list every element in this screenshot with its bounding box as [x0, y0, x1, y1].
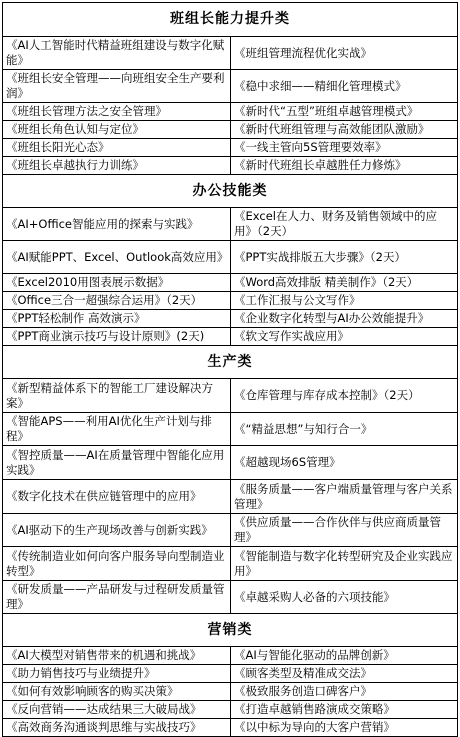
section-title-office-skills: 办公技能类 [3, 175, 458, 208]
course-cell: 《AI人工智能时代精益班组建设与数字化赋能》 [3, 37, 231, 70]
course-row [3, 157, 458, 175]
course-row [3, 379, 458, 413]
section-title-team-leader: 班组长能力提升类 [3, 3, 458, 37]
course-cell: 《AI与智能化驱动的品牌创新》 [231, 647, 458, 665]
course-row [3, 208, 458, 241]
course-cell: 《研发质量——产品研发与过程研发质量管理》 [3, 581, 231, 614]
course-cell: 《智控质量——AI在质量管理中智能化应用实践》 [3, 446, 231, 480]
course-row [3, 413, 458, 446]
course-cell: 《仓库管理与库存成本控制》（2天） [231, 379, 458, 413]
course-cell: 《数字化技术在供应链管理中的应用》 [3, 480, 231, 514]
section-title-production: 生产类 [3, 346, 458, 379]
course-cell: 《稳中求细——精细化管理模式》 [231, 70, 458, 103]
course-row [3, 480, 458, 514]
course-row [3, 292, 458, 310]
course-cell: 《Office三合一超强综合运用》（2天） [3, 292, 231, 310]
course-cell: 《企业数字化转型与AI办公效能提升》 [231, 310, 458, 328]
course-cell: 《AI+Office智能应用的探索与实践》 [3, 208, 231, 241]
course-row [3, 647, 458, 665]
course-cell: 《AI驱动下的生产现场改善与创新实践》 [3, 514, 231, 547]
course-cell: 《传统制造业如何向客户服务导向型制造业转型》 [3, 547, 231, 581]
section-header-row [3, 3, 458, 37]
course-row [3, 139, 458, 157]
course-row [3, 683, 458, 701]
section-title-marketing: 营销类 [3, 614, 458, 647]
course-cell: 《班组长阳光心态》 [3, 139, 231, 157]
course-cell: 《班组长卓越执行力训练》 [3, 157, 231, 175]
course-cell: 《PPT轻松制作 高效演示》 [3, 310, 231, 328]
course-row [3, 103, 458, 121]
course-row [3, 121, 458, 139]
course-row [3, 665, 458, 683]
course-cell: 《Excel2010用图表展示数据》 [3, 274, 231, 292]
course-cell: 《智能制造与数字化转型研究及企业实践应用》 [231, 547, 458, 581]
course-cell: 《软文写作实战应用》 [231, 328, 458, 346]
course-row [3, 37, 458, 70]
course-cell: 《班组长角色认知与定位》 [3, 121, 231, 139]
course-cell: 《反向营销——达成结果三大破局战》 [3, 701, 231, 719]
course-cell: 《Excel在人力、财务及销售领域中的应用》（2天） [231, 208, 458, 241]
course-catalog [2, 2, 457, 734]
course-cell: 《极致服务创造口碑客户》 [231, 683, 458, 701]
section-header-row [3, 175, 458, 208]
course-cell: 《智能APS——利用AI优化生产计划与排程》 [3, 413, 231, 446]
course-table [2, 2, 458, 737]
course-row [3, 719, 458, 737]
course-cell: 《服务质量——客户端质量管理与客户关系管理》 [231, 480, 458, 514]
course-cell: 《班组管理流程优化实战》 [231, 37, 458, 70]
course-cell: 《供应质量——合作伙伴与供应商质量管理》 [231, 514, 458, 547]
course-row [3, 70, 458, 103]
course-row [3, 446, 458, 480]
course-cell: 《助力销售技巧与业绩提升》 [3, 665, 231, 683]
course-cell: 《顾客类型及精准成交法》 [231, 665, 458, 683]
course-cell: 《PPT实战排版五大步骤》（2天） [231, 241, 458, 274]
course-cell: 《班组长安全管理——向班组安全生产要利润》 [3, 70, 231, 103]
course-cell: 《新时代班组管理与高效能团队激励》 [231, 121, 458, 139]
course-cell: 《PPT商业演示技巧与设计原则》(2天) [3, 328, 231, 346]
course-cell: 《以中标为导向的大客户营销》 [231, 719, 458, 737]
course-cell: 《AI大模型对销售带来的机遇和挑战》 [3, 647, 231, 665]
course-cell: 《“精益思想”与知行合一》 [231, 413, 458, 446]
course-row [3, 701, 458, 719]
course-cell: 《一线主管向5S管理要效率》 [231, 139, 458, 157]
course-row [3, 514, 458, 547]
course-row [3, 274, 458, 292]
course-cell: 《班组长管理方法之安全管理》 [3, 103, 231, 121]
course-cell: 《新时代班组长卓越胜任力修炼》 [231, 157, 458, 175]
course-row [3, 581, 458, 614]
section-header-row [3, 346, 458, 379]
course-cell: 《新型精益体系下的智能工厂建设解决方案》 [3, 379, 231, 413]
section-header-row [3, 614, 458, 647]
course-row [3, 547, 458, 581]
course-table-body [3, 3, 458, 737]
course-row [3, 310, 458, 328]
course-row [3, 328, 458, 346]
course-cell: 《如何有效影响顾客的购买决策》 [3, 683, 231, 701]
course-cell: 《高效商务沟通谈判思维与实战技巧》 [3, 719, 231, 737]
course-row [3, 241, 458, 274]
course-cell: 《打造卓越销售路演成交策略》 [231, 701, 458, 719]
course-cell: 《Word高效排版 精美制作》（2天） [231, 274, 458, 292]
course-cell: 《AI赋能PPT、Excel、Outlook高效应用》 [3, 241, 231, 274]
course-cell: 《超越现场6S管理》 [231, 446, 458, 480]
course-cell: 《新时代“五型”班组卓越管理模式》 [231, 103, 458, 121]
course-cell: 《卓越采购人必备的六项技能》 [231, 581, 458, 614]
course-cell: 《工作汇报与公文写作》 [231, 292, 458, 310]
